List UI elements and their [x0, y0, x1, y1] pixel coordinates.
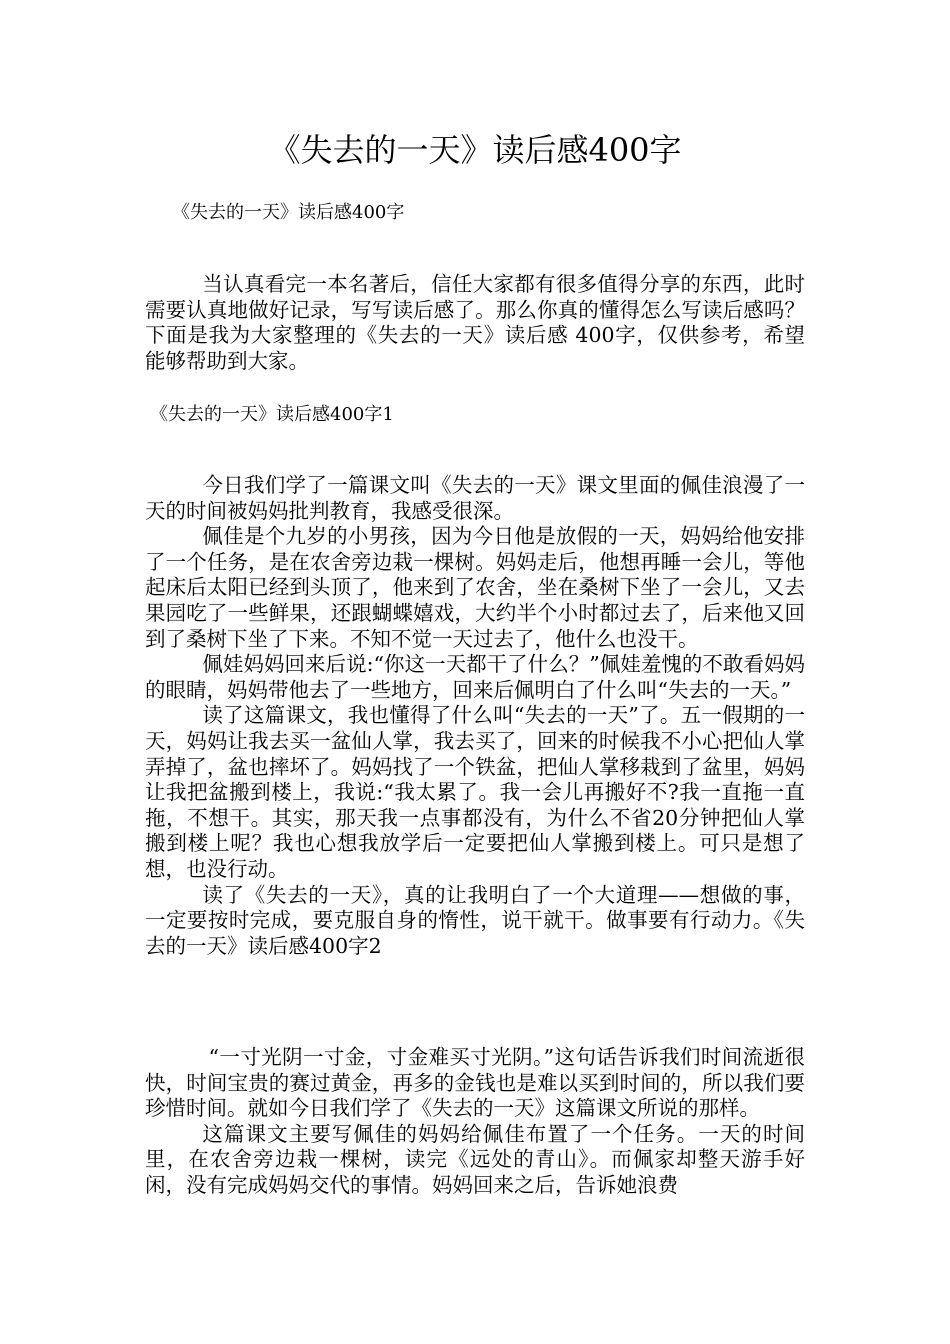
- section-1-heading: 《失去的一天》读后感400字1: [150, 404, 394, 425]
- body-paragraph: 佩佳是个九岁的小男孩，因为今日他是放假的一天，妈妈给他安排了一个任务，是在农舍旁边栽一棵树。妈妈走后，他想再睡一会儿，等他起床后太阳已经到头顶了，他来到了农舍，坐在桑树下坐了一会儿，又去果园吃了一些鲜果，还跟蝴蝶嬉戏，大约半个小时都过去了，后来他又回到了桑树下坐了下来。不知不觉一天过去了，他什么也没干。: [145, 524, 805, 651]
- body-paragraph: 佩娃妈妈回来后说:“你这一天都干了什么？”佩娃羞愧的不敢看妈妈的眼睛，妈妈带他去了一些地方，回来后佩明白了什么叫“失去的一天。”: [145, 652, 805, 702]
- body-paragraph: 读了《失去的一天》，真的让我明白了一个大道理——想做的事，一定要按时完成，要克服自身的惰性，说干就干。做事要有行动力。《失去的一天》读后感400字2: [145, 882, 805, 958]
- section-2-body: [145, 1045, 805, 1199]
- body-paragraph: “一寸光阴一寸金，寸金难买寸光阴。”这句话告诉我们时间流逝很快，时间宝贵的赛过黄金，再多的金钱也是难以买到时间的，所以我们要珍惜时间。就如今日我们学了《失去的一天》这篇课文所说的那样。: [145, 1045, 805, 1121]
- body-paragraph: 今日我们学了一篇课文叫《失去的一天》课文里面的佩佳浪漫了一天的时间被妈妈批判教育，我感受很深。: [145, 473, 805, 523]
- body-paragraph: 读了这篇课文，我也懂得了什么叫“失去的一天”了。五一假期的一天，妈妈让我去买一盆仙人掌，我去买了，回来的时候我不小心把仙人掌弄掉了，盆也摔坏了。妈妈找了一个铁盆，把仙人掌移栽到了盆里，妈妈让我把盆搬到楼上，我说:“我太累了。我一会儿再搬好不?我一直拖一直拖，不想干。其实，那天我一点事都没有，为什么不省20分钟把仙人掌搬到楼上呢？我也心想我放学后一定要把仙人掌搬到楼上。可只是想了想，也没行动。: [145, 703, 805, 881]
- intro-paragraph: 当认真看完一本名著后，信任大家都有很多值得分享的东西，此时需要认真地做好记录，写写读后感了。那么你真的懂得怎么写读后感吗？下面是我为大家整理的《失去的一天》读后感 400字，仅供参考，希望能够帮助到大家。: [145, 272, 805, 373]
- body-paragraph: 这篇课文主要写佩佳的妈妈给佩佳布置了一个任务。一天的时间里，在农舍旁边栽一棵树，读完《远处的青山》。而佩家却整天游手好闲，没有完成妈妈交代的事情。妈妈回来之后，告诉她浪费: [145, 1121, 805, 1197]
- page-title: 《失去的一天》读后感400字: [268, 131, 682, 169]
- section-1-body: [145, 473, 805, 959]
- page-subtitle: 《失去的一天》读后感400字: [172, 202, 405, 223]
- intro-paragraph-block: [145, 272, 805, 374]
